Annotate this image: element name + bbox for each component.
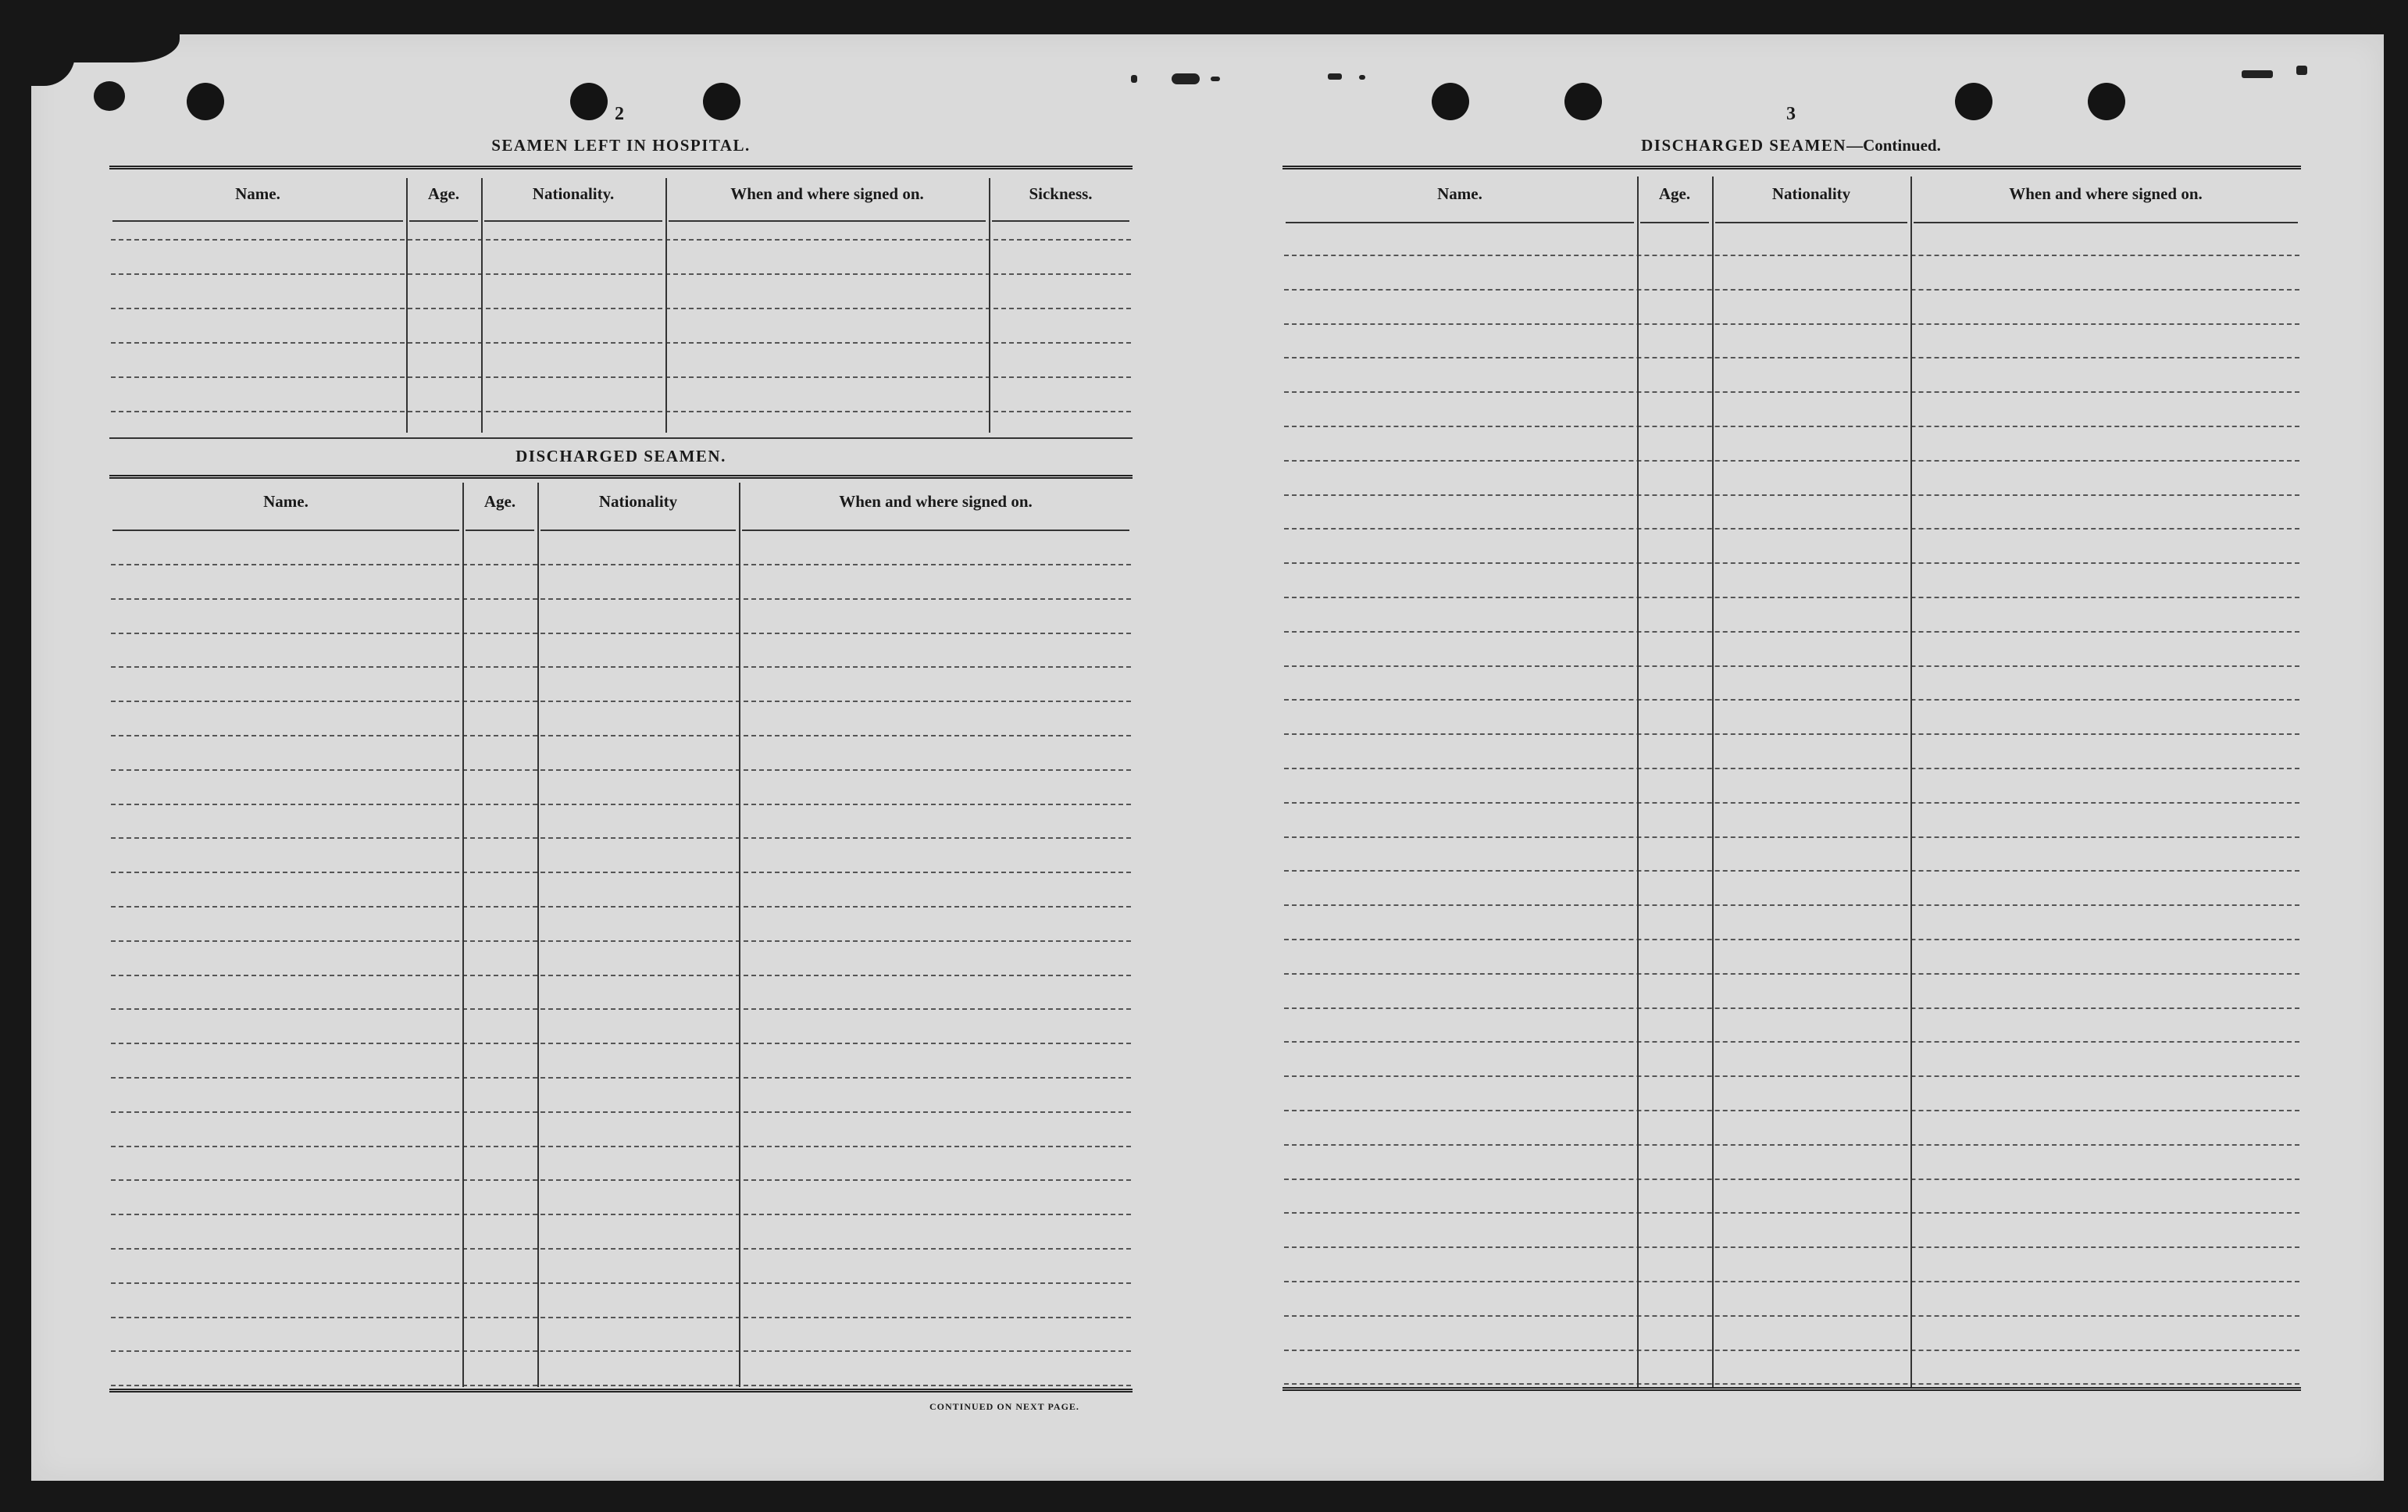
form-row-line <box>1284 426 2299 427</box>
ink-speck <box>1172 73 1200 84</box>
form-row-line <box>1284 1212 2299 1214</box>
form-row-line <box>1284 1110 2299 1111</box>
header-underline <box>1286 222 1634 223</box>
form-row-line <box>111 975 1131 976</box>
header-underline <box>1715 222 1907 223</box>
form-row-line <box>111 1317 1131 1318</box>
form-row-line <box>1284 768 2299 769</box>
form-row-line <box>111 376 1131 378</box>
form-row-line <box>111 735 1131 736</box>
hospital-col-divider <box>665 178 667 433</box>
form-row-line <box>1284 973 2299 975</box>
form-row-line <box>1284 802 2299 804</box>
discharged-col-when-where: When and where signed on. <box>839 492 1033 511</box>
ink-speck <box>1131 75 1137 83</box>
header-underline <box>992 220 1129 222</box>
form-row-line <box>111 411 1131 412</box>
right-col-divider <box>1637 177 1639 1387</box>
ink-speck <box>1211 77 1220 81</box>
form-row-line <box>111 804 1131 805</box>
form-row-line <box>1284 494 2299 496</box>
hospital-col-divider <box>406 178 408 433</box>
form-row-line <box>1284 1144 2299 1146</box>
header-underline <box>742 530 1129 531</box>
form-row-line <box>1284 939 2299 940</box>
hospital-col-divider <box>481 178 483 433</box>
form-row-line <box>1284 289 2299 291</box>
form-row-line <box>1284 699 2299 701</box>
hospital-bottom-rule <box>109 437 1133 439</box>
binding-hole <box>1955 83 1992 120</box>
ink-speck <box>2296 66 2307 75</box>
hospital-col-sickness: Sickness. <box>1029 184 1093 203</box>
header-underline <box>112 220 403 222</box>
hospital-col-nationality: Nationality. <box>532 184 615 203</box>
form-row-line <box>111 1179 1131 1181</box>
discharged-col-age: Age. <box>483 492 516 511</box>
form-row-line <box>111 564 1131 565</box>
form-row-line <box>111 872 1131 873</box>
right-col-name: Name. <box>1437 184 1482 203</box>
form-row-line <box>1284 391 2299 393</box>
discharged-col-divider <box>462 483 464 1387</box>
ink-speck <box>1359 75 1365 80</box>
title-main: DISCHARGED SEAMEN <box>1641 136 1847 155</box>
form-row-line <box>111 1248 1131 1250</box>
page-number: 3 <box>1786 104 1796 124</box>
form-row-line <box>1284 562 2299 564</box>
form-row-line <box>111 273 1131 275</box>
discharged-col-divider <box>537 483 539 1387</box>
form-row-line <box>111 308 1131 309</box>
form-row-line <box>1284 323 2299 325</box>
discharged-col-nationality: Nationality <box>598 492 678 511</box>
hospital-section-title: SEAMEN LEFT IN HOSPITAL. <box>491 136 751 155</box>
form-row-line <box>111 342 1131 344</box>
form-row-line <box>1284 665 2299 667</box>
binding-hole <box>187 83 224 120</box>
ledger-paper <box>31 34 2384 1481</box>
hospital-col-when-where: When and where signed on. <box>730 184 924 203</box>
right-col-nationality: Nationality <box>1771 184 1851 203</box>
form-row-line <box>1284 357 2299 358</box>
discharged-section-title: DISCHARGED SEAMEN. <box>515 447 726 465</box>
form-row-line <box>111 1077 1131 1079</box>
form-row-line <box>1284 1281 2299 1282</box>
binding-hole <box>703 83 740 120</box>
form-row-line <box>111 906 1131 908</box>
title-suffix: —Continued. <box>1846 136 1941 155</box>
form-row-line <box>111 1043 1131 1044</box>
right-top-rule <box>1282 166 2301 169</box>
form-row-line <box>1284 1246 2299 1248</box>
form-row-line <box>111 666 1131 668</box>
discharged-col-divider <box>739 483 740 1387</box>
discharged-col-name: Name. <box>263 492 309 511</box>
form-row-line <box>111 701 1131 702</box>
right-col-when-where: When and where signed on. <box>2009 184 2203 203</box>
left-bottom-rule <box>109 1389 1133 1393</box>
form-row-line <box>111 633 1131 634</box>
form-row-line <box>111 769 1131 771</box>
right-col-age: Age. <box>1658 184 1691 203</box>
header-underline <box>1640 222 1709 223</box>
torn-edge <box>62 31 180 62</box>
ink-speck <box>2242 70 2273 78</box>
form-row-line <box>111 940 1131 942</box>
form-row-line <box>1284 1179 2299 1180</box>
form-row-line <box>1284 460 2299 462</box>
form-row-line <box>111 1146 1131 1147</box>
binding-hole <box>1432 83 1469 120</box>
form-row-line <box>111 1350 1131 1352</box>
form-row-line <box>1284 528 2299 530</box>
form-row-line <box>1284 836 2299 838</box>
form-row-line <box>1284 597 2299 598</box>
form-row-line <box>111 1214 1131 1215</box>
header-underline <box>409 220 478 222</box>
form-row-line <box>1284 1383 2299 1385</box>
form-row-line <box>111 1008 1131 1010</box>
header-underline <box>540 530 736 531</box>
header-underline <box>466 530 534 531</box>
continued-note: CONTINUED ON NEXT PAGE. <box>929 1401 1079 1412</box>
binding-hole <box>2088 83 2125 120</box>
form-row-line <box>1284 1350 2299 1351</box>
hospital-col-divider <box>989 178 990 433</box>
form-row-line <box>111 598 1131 600</box>
form-row-line <box>1284 1075 2299 1077</box>
binding-hole <box>1564 83 1602 120</box>
form-row-line <box>1284 255 2299 256</box>
header-underline <box>112 530 459 531</box>
right-col-divider <box>1910 177 1912 1387</box>
form-row-line <box>111 837 1131 839</box>
hospital-top-rule <box>109 166 1133 169</box>
discharged-top-rule <box>109 475 1133 479</box>
form-row-line <box>111 1111 1131 1113</box>
header-underline <box>1914 222 2298 223</box>
form-row-line <box>1284 1041 2299 1043</box>
form-row-line <box>1284 870 2299 872</box>
ink-speck <box>1328 73 1342 80</box>
hospital-col-age: Age. <box>427 184 460 203</box>
header-underline <box>669 220 986 222</box>
form-row-line <box>1284 631 2299 633</box>
form-row-line <box>1284 904 2299 906</box>
header-underline <box>484 220 662 222</box>
discharged-continued-title <box>1281 136 2301 155</box>
form-row-line <box>111 1385 1131 1386</box>
form-row-line <box>111 239 1131 241</box>
right-col-divider <box>1712 177 1714 1387</box>
torn-edge <box>94 81 125 111</box>
right-bottom-rule <box>1282 1387 2301 1391</box>
hospital-col-name: Name. <box>235 184 280 203</box>
form-row-line <box>111 1282 1131 1284</box>
form-row-line <box>1284 1315 2299 1317</box>
form-row-line <box>1284 1007 2299 1009</box>
page-number: 2 <box>615 104 624 124</box>
form-row-line <box>1284 733 2299 735</box>
